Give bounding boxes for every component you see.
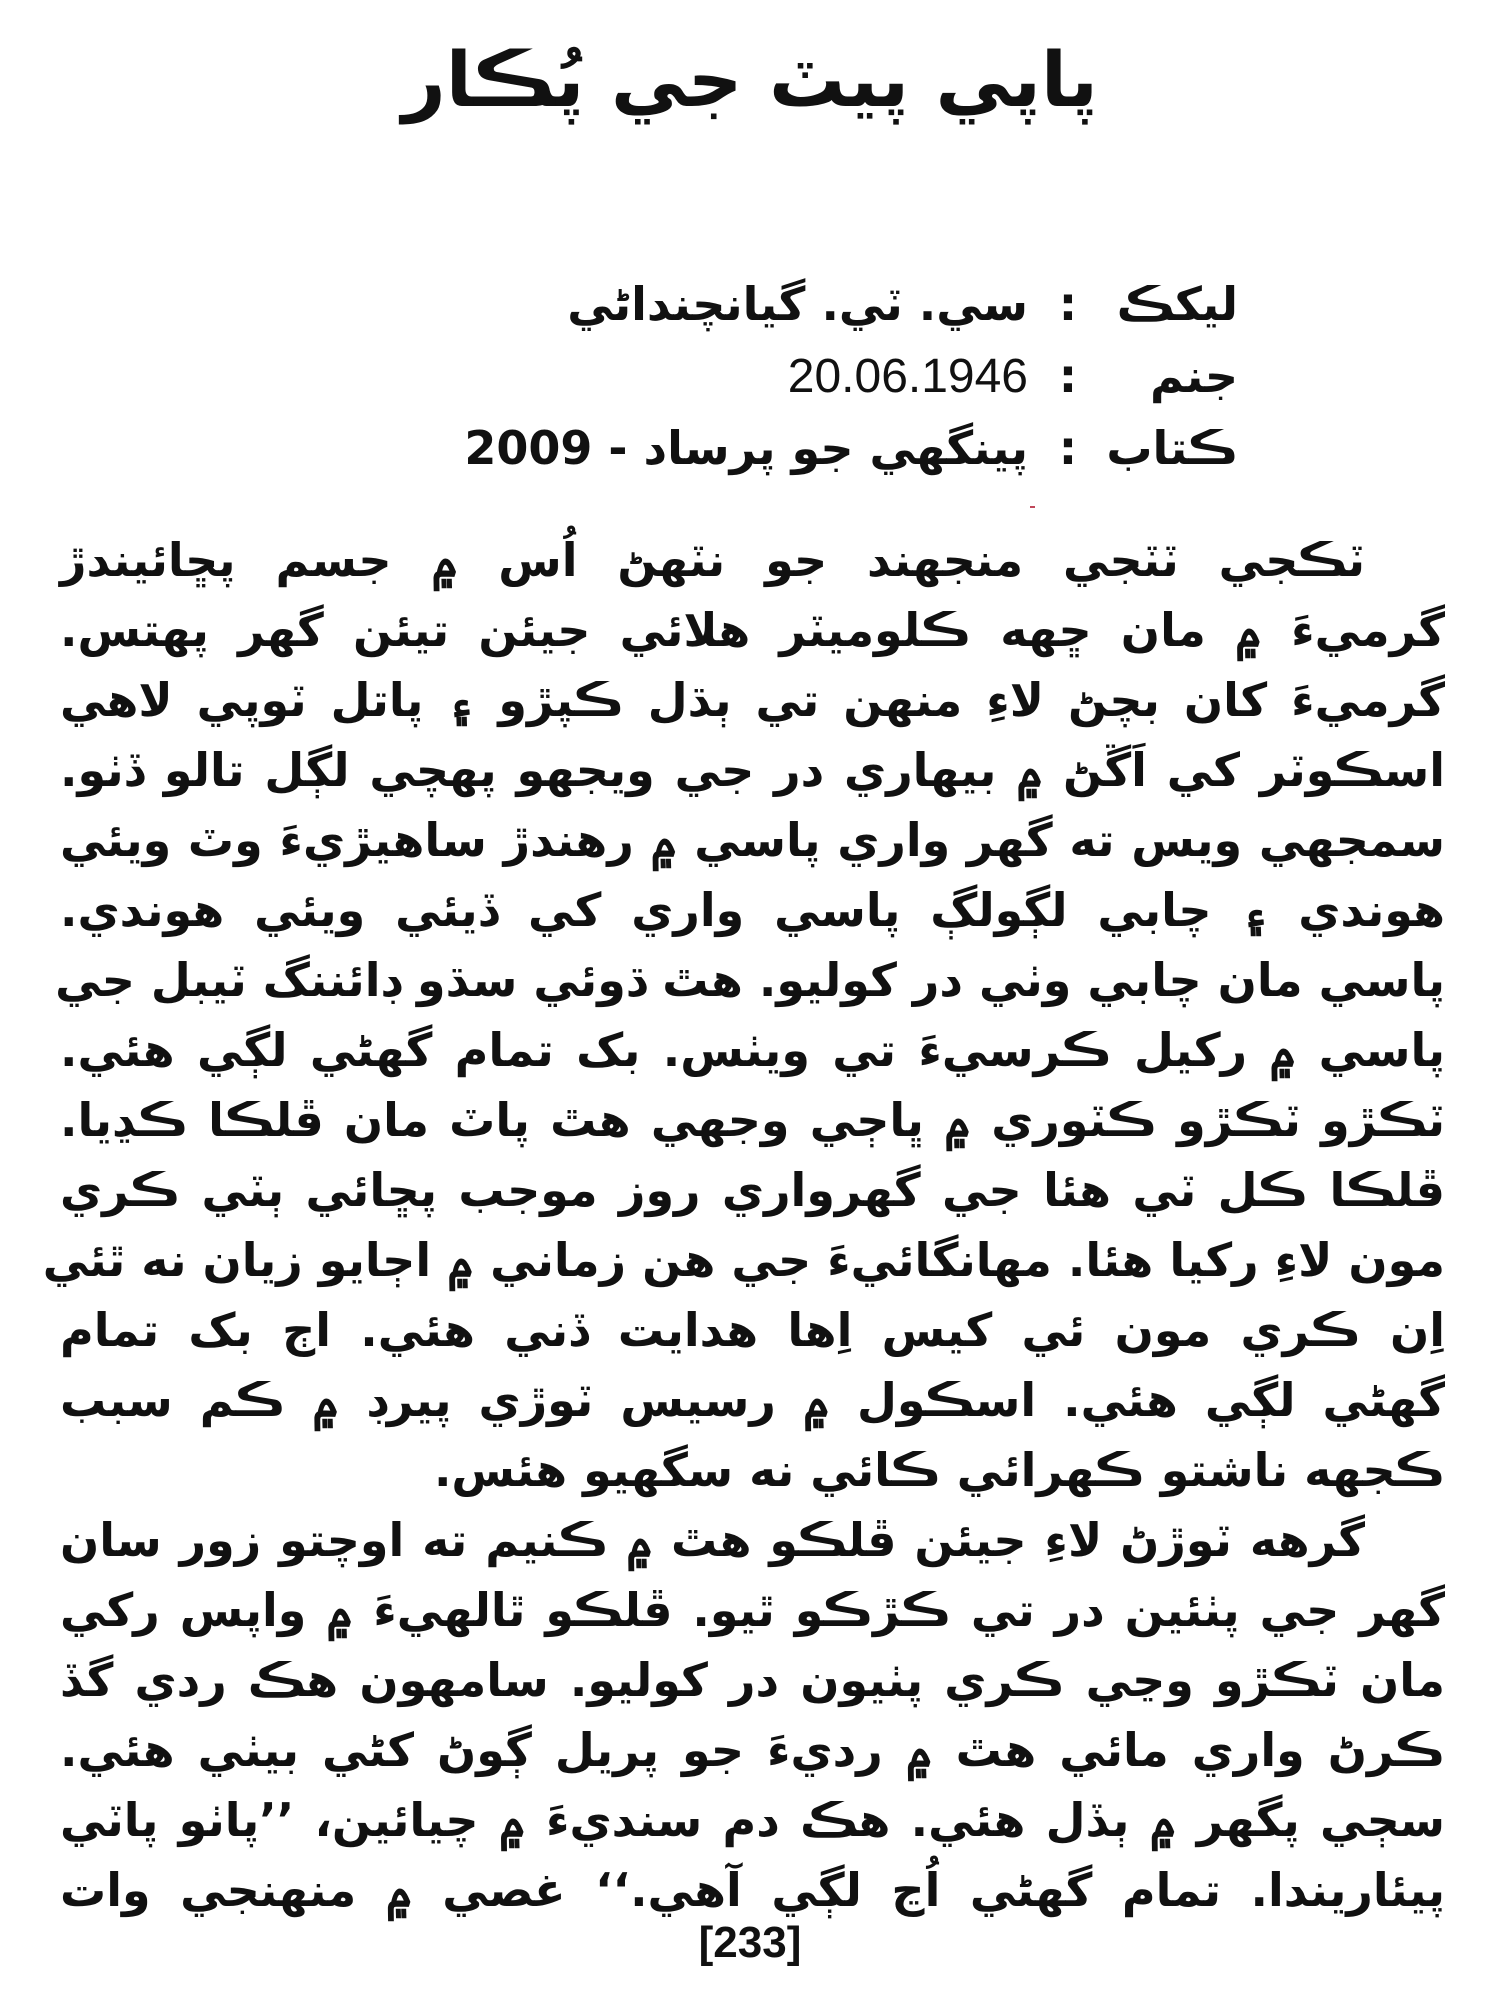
print-speck (1030, 506, 1035, 508)
paragraph-2 (60, 1505, 1445, 1925)
author-separator: : (1058, 277, 1078, 331)
book-label: ڪتاب (1106, 421, 1238, 475)
author-label: ليکڪ (1116, 277, 1238, 331)
text-line: ٽڪجي ٽٽجي منجهند جو نٽهڻ اُس ۾ جسم پڇائيندڙ (60, 533, 1365, 587)
book-separator: : (1058, 421, 1078, 475)
text-line: ٽڪڙو ٽڪڙو ڪٽوري ۾ ڀاڄي وجهي هٿ پاٽ مان ڦلڪا ڪڍيا. (60, 1093, 1445, 1147)
page-title: پاپي پيٽ جي پُڪار (402, 35, 1098, 124)
author-name: سي. ٽي. گيانچنداڻي (567, 277, 1028, 331)
text-line: اِن ڪري مون ئي کيس اِها هدايت ڏني هئي. اڄ بک تمام (60, 1303, 1445, 1357)
birth-row (338, 340, 1238, 412)
paragraph-1 (42, 525, 1445, 1505)
text-line: ڦلڪا ڪل ٽي هئا جي گهرواري روز موجب پڇائي ٻٽي ڪري (60, 1163, 1445, 1217)
text-line: مان ٽڪڙو وڃي ڪري پٺيون در کوليو. سامهون هڪ ردي گڏ (60, 1653, 1445, 1707)
text-line: گرهه ٽوڙڻ لاءِ جيئن ڦلڪو هٿ ۾ ڪنيم ته اوچتو زور سان (60, 1513, 1365, 1567)
text-line: سڄي پگهر ۾ ٻڏل هئي. هڪ دم سنديءَ ۾ چيائين، ’’پاٺو پاٽي (60, 1793, 1445, 1847)
text-line: مون لاءِ رکيا هئا. مهانگائيءَ جي هن زماني ۾ اڄايو زيان نه ٿئي (42, 1233, 1445, 1287)
text-line: گهڻي لڳي هئي. اسڪول ۾ رسيس ٽوڙي پيرڊ ۾ ڪم سبب (60, 1373, 1445, 1427)
text-line: ڪجهه ناشتو ڪهرائي ڪائي نه سگهيو هئس. (433, 1443, 1445, 1497)
author-row (338, 268, 1238, 340)
page-number: [233] (698, 1918, 802, 1967)
birth-date: 20.06.1946 (787, 349, 1028, 403)
text-line: هوندي ۽ چابي لڳولڳ پاسي واري کي ڏيئي ويئي هوندي. (60, 883, 1445, 937)
text-line: پاسي ۾ رکيل ڪرسيءَ تي ويٺس. بک تمام گهڻي لڳي هئي. (60, 1023, 1445, 1077)
text-line: ڪرڻ واري مائي هٿ ۾ رديءَ جو پريل ڳوڻ کڻي بيٺي هئي. (60, 1723, 1445, 1777)
text-line: گهر جي پٺئين در تي ڪڙڪو ٿيو. ڦلڪو ٿالهيءَ ۾ واپس رکي (60, 1583, 1445, 1637)
text-line: گرميءَ کان بچڻ لاءِ منهن تي ٻڌل ڪپڙو ۽ پاتل ٽوپي لاهي (60, 673, 1445, 727)
birth-separator: : (1058, 349, 1078, 403)
author-info-block (338, 268, 1238, 484)
birth-label: جنم (1149, 349, 1238, 403)
text-line: پيئاريندا. تمام گهڻي اُڃ لڳي آهي.‘‘ غصي ۾ منهنجي وات (60, 1863, 1445, 1917)
text-line: پاسي مان چابي وٺي در کوليو. هٿ ڌوئي سڌو ڊائننگ ٽيبل جي (55, 953, 1445, 1007)
text-line: گرميءَ ۾ مان ڇهه ڪلوميٽر هلائي جيئن تيئن گهر پهتس. (60, 603, 1445, 657)
book-title: پينگهي جو پرساد - 2009 (464, 421, 1028, 475)
text-line: اسڪوٽر کي اَڱڻ ۾ بيهاري در جي ويجهو پهچي لڳل تالو ڏٺو. (60, 743, 1445, 797)
story-body (42, 525, 1445, 1925)
book-row (338, 412, 1238, 484)
text-line: سمجهي ويس ته گهر واري پاسي ۾ رهندڙ ساهيڙيءَ وٽ ويئي (60, 813, 1445, 867)
